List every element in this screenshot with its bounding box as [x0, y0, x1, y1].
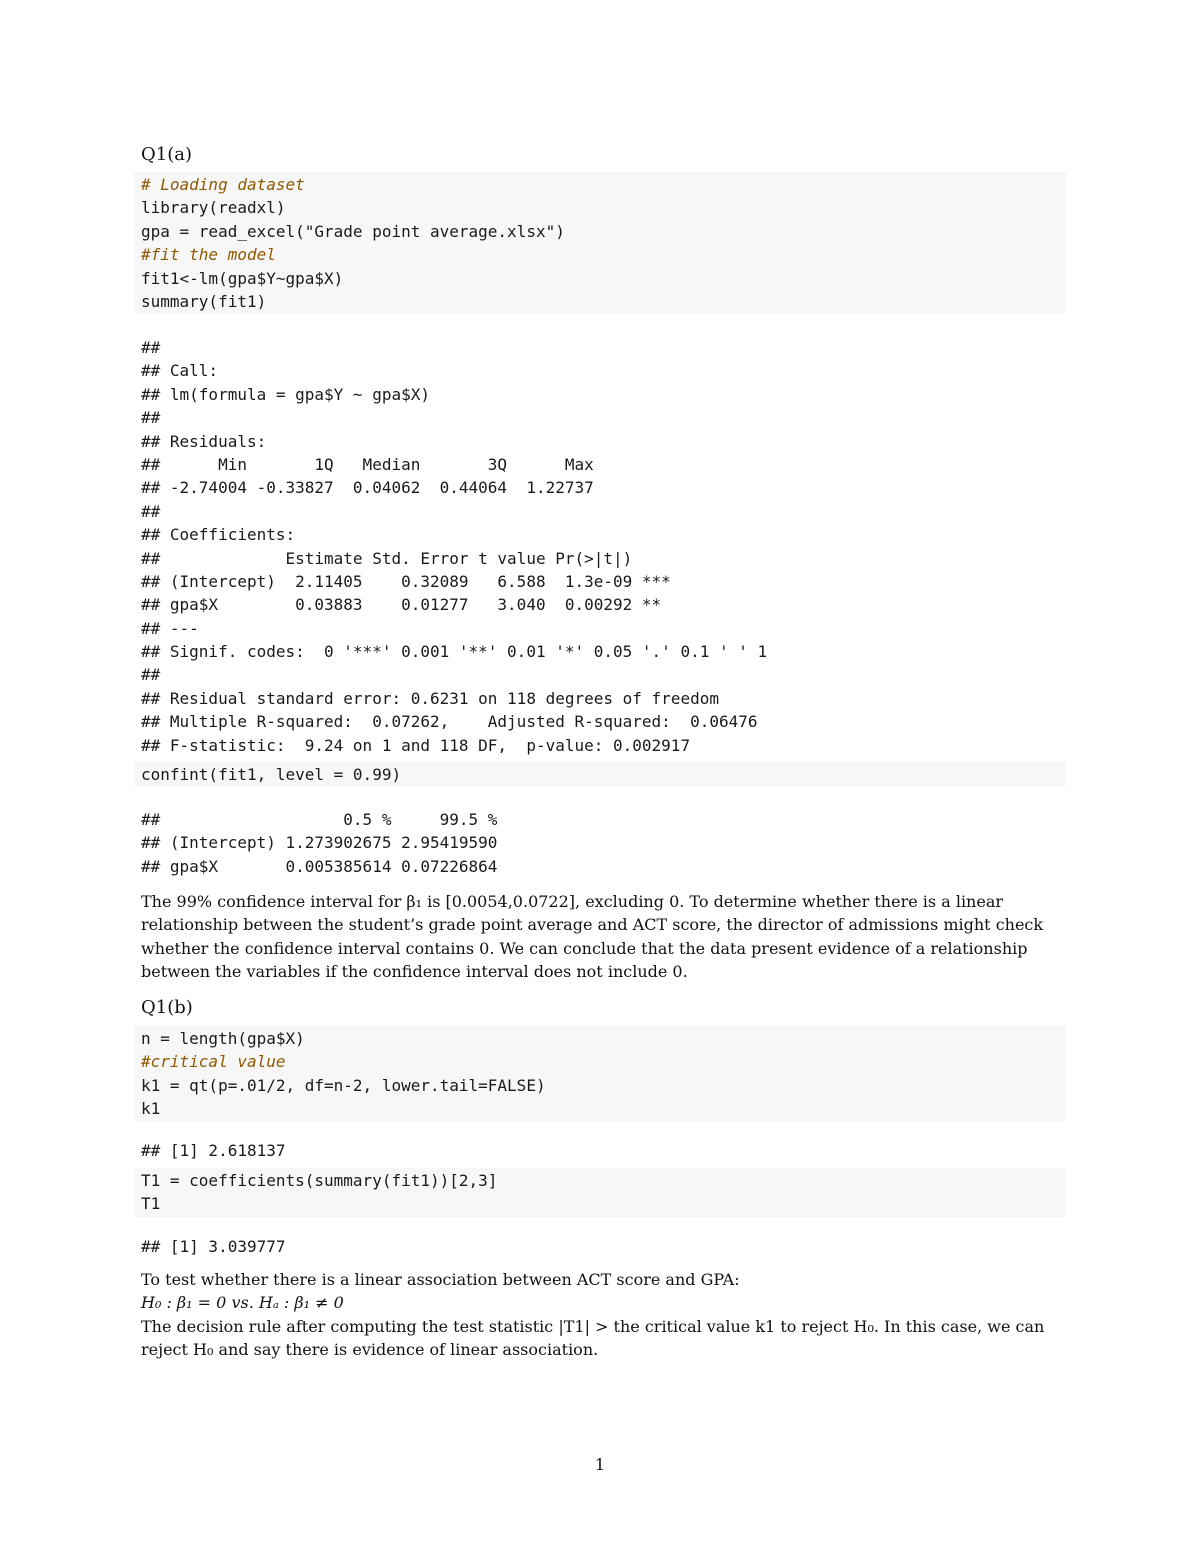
page-number: 1 — [594, 1455, 606, 1474]
code-line: T1 = coefficients(summary(fit1))[2,3] — [141, 1171, 498, 1190]
code-line: library(readxl) — [141, 198, 286, 218]
paragraph-hypothesis-test — [141, 1268, 1061, 1362]
output-line: ## — [141, 665, 161, 685]
code-block-test-statistic — [134, 1168, 1066, 1217]
output-line: ## — [141, 338, 161, 357]
section-heading-q1b: Q1(b) — [141, 997, 193, 1018]
code-line: confint(fit1, level = 0.99) — [141, 765, 402, 784]
paragraph-line: The decision rule after computing the test statistic |T1| > the critical value k1 to reject H₀. In this case, we can reject H₀ and say there is evidence of linear association. — [141, 1316, 1045, 1360]
code-line: k1 — [141, 1099, 161, 1119]
code-line: fit1<-lm(gpa$Y~gpa$X) — [141, 268, 344, 288]
code-line: # Loading dataset — [141, 175, 305, 194]
output-line: ## Min 1Q Median 3Q Max — [141, 454, 594, 474]
output-line: ## Signif. codes: 0 '***' 0.001 '**' 0.01 '*' 0.05 '.' 0.1 ' ' 1 — [141, 642, 768, 662]
output-block-t1 — [141, 1235, 1061, 1258]
output-line: ## gpa$X 0.03883 0.01277 3.040 0.00292 ** — [141, 595, 662, 615]
output-line: ## [1] 2.618137 — [141, 1141, 286, 1160]
code-block-critical-value — [134, 1026, 1066, 1122]
output-line: ## (Intercept) 1.273902675 2.95419590 — [141, 833, 498, 853]
output-block-k1 — [141, 1139, 1061, 1162]
hypothesis-statement: H₀ : β₁ = 0 vs. Hₐ : β₁ ≠ 0 — [141, 1293, 344, 1313]
output-line: ## Residual standard error: 0.6231 on 118 degrees of freedom — [141, 688, 719, 708]
output-line: ## [1] 3.039777 — [141, 1237, 286, 1256]
code-line: gpa = read_excel("Grade point average.xlsx") — [141, 221, 565, 241]
code-line: #critical value — [141, 1052, 286, 1072]
output-line: ## gpa$X 0.005385614 0.07226864 — [141, 856, 498, 876]
output-line: ## Coefficients: — [141, 525, 296, 545]
output-line: ## lm(formula = gpa$Y ~ gpa$X) — [141, 384, 430, 404]
output-line: ## Residuals: — [141, 431, 267, 451]
output-line: ## -2.74004 -0.33827 0.04062 0.44064 1.22737 — [141, 478, 594, 498]
code-line: T1 — [141, 1194, 161, 1214]
output-line: ## F-statistic: 9.24 on 1 and 118 DF, p-value: 0.002917 — [141, 735, 691, 755]
output-line: ## --- — [141, 618, 199, 638]
code-line: summary(fit1) — [141, 291, 267, 311]
code-block-confint — [134, 762, 1066, 787]
output-line: ## — [141, 408, 161, 428]
paragraph-line: To test whether there is a linear association between ACT score and GPA: — [141, 1270, 740, 1289]
code-line: #fit the model — [141, 245, 276, 265]
output-line: ## Multiple R-squared: 0.07262, Adjusted R-squared: 0.06476 — [141, 712, 758, 732]
output-line: ## (Intercept) 2.11405 0.32089 6.588 1.3e-09 *** — [141, 571, 671, 591]
output-line: ## — [141, 501, 161, 521]
output-line: ## Call: — [141, 361, 219, 381]
code-block-load-and-fit — [134, 172, 1066, 314]
output-line: ## 0.5 % 99.5 % — [141, 810, 498, 829]
paragraph-confidence-interval — [141, 890, 1061, 984]
paragraph-text: The 99% confidence interval for β₁ is [0.0054,0.0722], excluding 0. To determine whether there is a linear relationship between the student’s grade point average and ACT score, the director of admissions might check whether the confidence interval contains 0. We can conclude that the data present evidence of a relationship between the variables if the confidence interval does not include 0. — [141, 892, 1044, 982]
output-block-summary — [141, 336, 1061, 757]
code-line: n = length(gpa$X) — [141, 1029, 305, 1048]
output-block-confint — [141, 808, 1061, 878]
section-heading-q1a: Q1(a) — [141, 144, 192, 165]
output-line: ## Estimate Std. Error t value Pr(>|t|) — [141, 548, 633, 568]
code-line: k1 = qt(p=.01/2, df=n-2, lower.tail=FALSE) — [141, 1075, 546, 1095]
